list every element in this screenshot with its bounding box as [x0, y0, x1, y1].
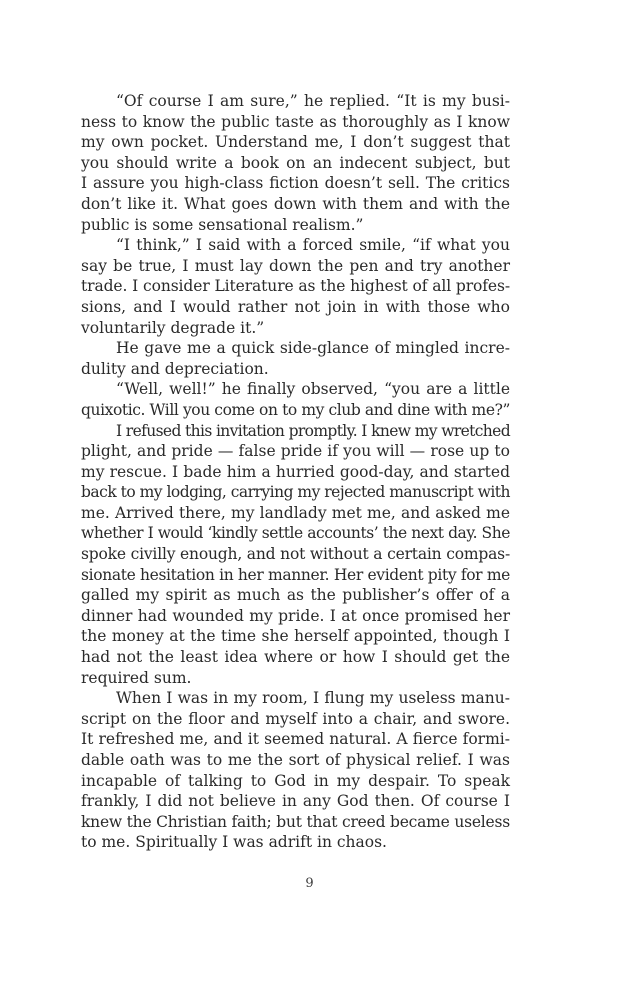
text-line: back to my lodging, carrying my rejected manuscript with	[81, 483, 510, 502]
text-line: sionate hesitation in her manner. Her evident pity for me	[81, 565, 510, 584]
text-line: It refreshed me, and it seemed natural. A fierce formi-	[81, 730, 510, 749]
text-line: dinner had wounded my pride. I at once promised her	[81, 606, 510, 625]
body-text	[81, 91, 510, 853]
text-line: don’t like it. What goes down with them and with the	[81, 194, 510, 213]
text-line: sions, and I would rather not join in with those who	[81, 297, 510, 316]
text-line: my own pocket. Understand me, I don’t suggest that	[81, 133, 510, 152]
text-line: dable oath was to me the sort of physical relief. I was	[81, 751, 510, 769]
paragraph	[81, 688, 510, 853]
paragraph	[81, 338, 510, 379]
paragraph	[81, 91, 510, 235]
text-line: required sum.	[81, 668, 192, 687]
text-line: incapable of talking to God in my despair. To speak	[81, 771, 510, 790]
text-line: whether I would ‘kindly settle accounts’ the next day. She	[81, 524, 510, 543]
text-line: galled my spirit as much as the publisher’s offer of a	[81, 586, 510, 605]
text-line: I refused this invitation promptly. I knew my wretched	[116, 421, 510, 440]
text-line: When I was in my room, I flung my useless manu-	[116, 689, 510, 708]
text-line: dulity and depreciation.	[81, 359, 269, 378]
text-line: “Well, well!” he finally observed, “you are a little	[116, 380, 510, 399]
text-line: He gave me a quick side-glance of mingled incre-	[116, 339, 510, 358]
text-line: voluntarily degrade it.”	[81, 318, 265, 337]
text-line: to me. Spiritually I was adrift in chaos.	[81, 833, 387, 852]
paragraph	[81, 379, 510, 420]
text-line: the money at the time she herself appointed, though I	[81, 627, 510, 646]
text-line: knew the Christian faith; but that creed became useless	[81, 812, 510, 831]
text-line: spoke civilly enough, and not without a certain compas-	[81, 545, 510, 564]
text-line: quixotic. Will you come on to my club and dine with me?”	[81, 400, 510, 419]
text-line: say be true, I must lay down the pen and try another	[81, 256, 510, 275]
text-line: script on the floor and myself into a chair, and swore.	[81, 709, 510, 728]
text-line: ness to know the public taste as thoroughly as I know	[81, 112, 510, 131]
text-line: plight, and pride — false pride if you will — rose up to	[81, 442, 510, 461]
text-line: my rescue. I bade him a hurried good-day, and started	[81, 462, 510, 481]
text-line: public is some sensational realism.”	[81, 215, 364, 234]
text-line: trade. I consider Literature as the highest of all profes-	[81, 277, 510, 296]
text-line: “Of course I am sure,” he replied. “It is my busi-	[116, 92, 510, 110]
text-line: me. Arrived there, my landlady met me, and asked me	[81, 503, 510, 522]
text-line: I assure you high-class fiction doesn’t sell. The critics	[81, 174, 510, 193]
text-line: “I think,” I said with a forced smile, “if what you	[116, 236, 510, 255]
paragraph	[81, 421, 510, 689]
page-number: 9	[305, 876, 314, 891]
text-line: you should write a book on an indecent subject, but	[81, 153, 510, 172]
paragraph	[81, 235, 510, 338]
text-line: had not the least idea where or how I should get the	[81, 648, 510, 667]
text-line: frankly, I did not believe in any God then. Of course I	[81, 792, 510, 811]
